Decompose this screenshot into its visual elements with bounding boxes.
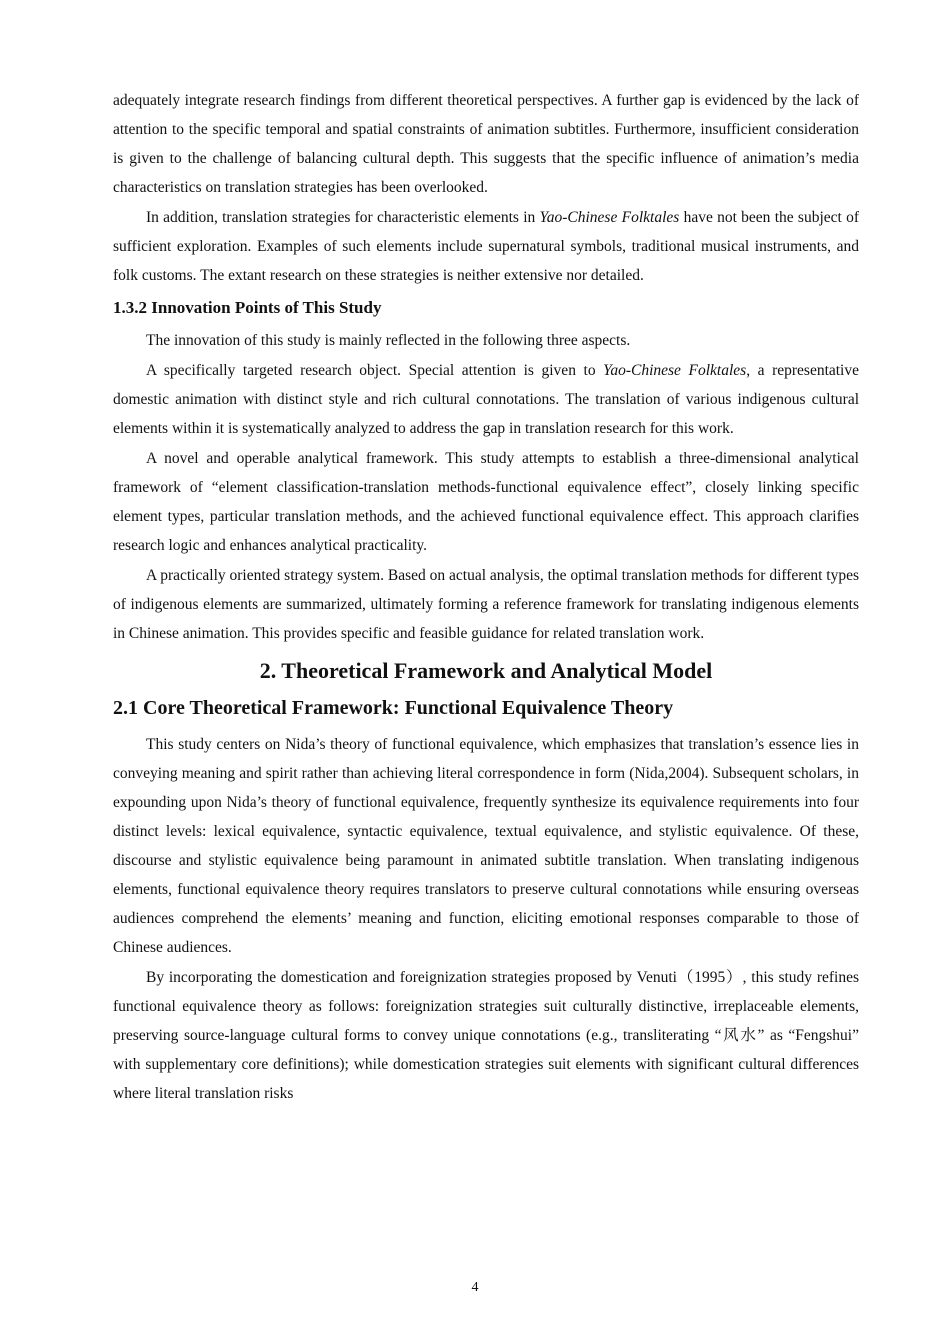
paragraph-text: , a representative domestic animation with distinct style and rich cultural connotations. The translation of various indigenous cultural elements within it is systematically analyzed to address the gap in translation research for this work. xyxy=(113,362,859,437)
chapter-heading-2: 2. Theoretical Framework and Analytical Model xyxy=(259,658,713,683)
page-number: 4 xyxy=(471,1280,479,1295)
paragraph-strategy-system: A practically oriented strategy system. Based on actual analysis, the optimal translation methods for different types of indigenous elements are summarized, ultimately forming a reference framework for translating indigenous elements in Chinese animation. This provides specific and feasible guidance for related translation work. xyxy=(113,567,859,642)
paragraph-analytical-framework: A novel and operable analytical framework. This study attempts to establish a three-dimensional analytical framework of “element classification-translation methods-functional equivalence effect”, closely linking specific element types, particular translation methods, and the achieved functional equivalence effect. This approach clarifies research logic and enhances analytical practicality. xyxy=(113,450,859,554)
work-title-italic: Yao-Chinese Folktales xyxy=(539,209,680,226)
paragraph-research-object xyxy=(113,356,859,443)
paragraph-gap-continued: adequately integrate research findings from different theoretical perspectives. A further gap is evidenced by the lack of attention to the specific temporal and spatial constraints of animation subtitles. Furthermore, insufficient consideration is given to the challenge of balancing cultural depth. This suggests that the specific influence of animation’s media characteristics on translation strategies has been overlooked. xyxy=(113,92,859,196)
paragraph-characteristic-elements xyxy=(113,203,859,290)
section-heading-2-1: 2.1 Core Theoretical Framework: Functional Equivalence Theory xyxy=(113,697,674,719)
paragraph-nida-theory: This study centers on Nida’s theory of functional equivalence, which emphasizes that translation’s essence lies in conveying meaning and spirit rather than achieving literal correspondence in form (Nida,2004). Subsequent scholars, in expounding upon Nida’s theory of functional equivalence, frequently synthesize its equivalence requirements into four distinct levels: lexical equivalence, syntactic equivalence, textual equivalence, and stylistic equivalence. Of these, discourse and stylistic equivalence being paramount in animated subtitle translation. When translating indigenous elements, functional equivalence theory requires translators to preserve cultural connotations while ensuring overseas audiences comprehend the elements’ meaning and function, eliciting emotional responses comparable to those of Chinese audiences. xyxy=(113,736,859,956)
work-title-italic: Yao-Chinese Folktales xyxy=(603,362,747,379)
page-body xyxy=(113,86,859,1109)
paragraph-venuti-strategies: By incorporating the domestication and foreignization strategies proposed by Venuti（1995）, this study refines functional equivalence theory as follows: foreignization strategies suit culturally distinctive, irreplaceable elements, preserving source-language cultural forms to convey unique connotations (e.g., transliterating “风水” as “Fengshui” with supplementary core definitions); while domestication strategies suit elements with significant cultural differences where literal translation risks xyxy=(113,969,859,1102)
paragraph-innovation-intro: The innovation of this study is mainly reflected in the following three aspects. xyxy=(146,332,631,349)
paragraph-text: In addition, translation strategies for characteristic elements in xyxy=(146,209,540,226)
paragraph-text: have not been the subject of sufficient exploration. Examples of such elements include supernatural symbols, traditional musical instruments, and folk customs. The extant research on these strategies is neither extensive nor detailed. xyxy=(113,209,859,284)
paragraph-text: A specifically targeted research object. Special attention is given to xyxy=(146,362,604,379)
subsection-heading-1-3-2: 1.3.2 Innovation Points of This Study xyxy=(113,298,382,317)
